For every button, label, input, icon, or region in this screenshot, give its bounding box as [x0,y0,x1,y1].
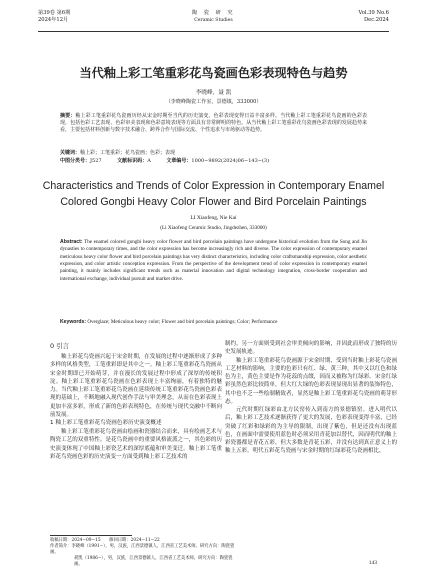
journal-name-zh: 陶 瓷 研 究 [191,10,236,16]
body-column-right [225,340,397,456]
header-journal [38,10,389,24]
body-paragraph: 釉上彩工笔重彩花鸟瓷画源于宋金时期，受到当时釉上彩花鸟瓷画工艺材料的影响，主要的色彩只有红、绿、黄三种，其中又以红色和绿色为主，黄色主要是作为花蕊的点缀，因而又被称为红绿彩。宋金红绿彩虽然色彩比较简单，但大红大绿的色彩表现显现出显著的装饰特色，其中也不乏一些绘制精致者，显然是釉上彩工笔重彩花鸟瓷画的萌芽形态。 [225,357,397,405]
affiliation-zh: （李晓峰陶瓷工作室，景德镇，333000） [165,99,262,105]
affiliation-en: (Li Xiaofeng Ceramic Studio, Jingdezhen, 333000) [160,225,267,231]
abstract-zh [60,113,367,135]
title-en-line-1: Characteristics and Trends of Color Expression in Contemporary Enamel [42,180,385,192]
clc-value: J527 [90,158,102,164]
clc-label: 中图分类号： [60,158,91,164]
clc-item [60,158,102,164]
abstract-en [60,239,367,283]
body-paragraph: 釉上彩工笔重彩花鸟瓷画由绘画和瓷器结合而来，具有绘画艺术与陶瓷工艺的双重特性。是花鸟瓷画中的重要风格流派之一，其色彩的历史演变体现了中国釉上彩瓷艺术的深厚底蕴和审美变迁。釉上彩工笔重彩花鸟瓷画色彩的历史演变一方面受到釉上彩工艺技术的 [50,429,222,460]
title-en-line-2: Colored Gongbi Heavy Color Flower and Bird Porcelain Paintings [60,196,367,208]
keywords-en [60,319,367,326]
authors-zh: 李晓峰，聂 凯 [195,90,232,96]
header-volume-en [359,10,389,24]
doc-code-value: A [147,158,151,164]
revised-date: 修回日期：2024−11−22 [109,538,160,543]
keywords-en-label: Keywords: [60,319,87,325]
article-title-en [28,178,399,210]
keywords-zh [60,150,367,157]
keywords-en-text: Overglaze; Meticulous heavy color; Flower and bird porcelain paintings; Color; Performance [86,319,278,325]
abstract-en-text: The enamel colored gongbi heavy color flower and bird porcelain paintings have undergone historical evolution from the Song and Jin dynasties to contemporary times, and the color expression has become increasingly rich and diverse. The color expression of contemporary enamel meticulous heavy color flower and bird porcelain paintings has very distinct characteristics, including color craftsmanship expression, color aesthetic expression, and color artistic conception expression. From the perspective of the development trend of color expression in contemporary enamel painting, it mainly includes significant trends such as material innovation and digital technology integration, cross-border cooperation and international exchange, individual pursuit and market drive. [60,239,367,282]
page-number: 143 [368,560,377,566]
keywords-zh-text: 釉上彩；工笔重彩；花鸟瓷画；色彩；表现 [80,150,176,156]
header-volume-issue: 第39卷 第6期 [38,10,71,16]
body-paragraph: 釉上彩花鸟瓷画兴起于宋金时期，在发展的过程中逐渐形成了多种多样的风格类型，工笔重彩即是其中之一。釉上彩工笔重彩花鸟瓷画从宋金时期即已开始萌芽，并在漫长的发展过程中形成了深厚的传统积淀。釉上彩工笔重彩花鸟瓷画在色彩表现上丰富绚丽，有着独特的魅力。当代釉上彩工笔重彩花鸟瓷画在延续传统工笔重彩花鸟瓷画色彩表现的基础上，不断地融入现代创作手法与审美理念，从而在色彩表现上更加丰富多彩，形成了新的色彩表现特色，在传统与现代交融中不断向前发展。 [50,354,222,418]
footnote-block [50,538,240,568]
header-date-zh: 2024年12月 [38,17,69,23]
keywords-zh-label: 关键词： [60,150,81,156]
classification-line [60,158,367,165]
received-date: 收稿日期：2024−09−15 [50,538,101,543]
abstract-zh-text: 釉上彩工笔重彩花鸟瓷画历经从宋金时期至当代的历史演变，色彩表现变得日益丰富多样。当代釉上彩工笔重彩花鸟瓷画的色彩表现，包括色彩工艺表现、色彩审美表现和色彩意境表现等方面具有非常鲜明的特色。从当代釉上彩工笔重彩花鸟瓷画色彩表现的发展趋势来看，主要包括材料创新与数字技术融合、跨界合作与国际交流、个性追求与市场驱动等趋势。 [60,113,367,134]
body-column-left [50,340,222,461]
article-no-value: 1000−9892(2024)06−143−(3) [191,158,270,164]
footnote-divider [50,535,132,536]
article-title-zh: 当代釉上彩工笔重彩花鸟瓷画色彩表现特色与趋势 [79,66,348,80]
doc-code-label: 文献标识码： [117,158,148,164]
doc-code-item [117,158,151,164]
abstract-en-label: Abstract: [60,239,83,245]
running-header [38,10,389,32]
journal-name-en: Ceramic Studies [194,18,233,23]
section-heading: 0 引言 [50,342,69,350]
author-bio-1: 作者简介：李晓峰（1991−），男，汉族，江西景德镇人，江西省工艺美术师。研究方向：陶瓷瓷画。 [50,543,235,555]
subsection-heading: 1 釉上彩工笔重彩花鸟瓷画色彩历史演变概述 [50,420,162,426]
article-no-label: 文章编号： [166,158,192,164]
article-no-item [166,158,269,164]
body-paragraph: 制约，另一方面则受到社会审美倾向的影响，并因此而形成了独特的历史发展轨迹。 [225,341,397,356]
author-bio-2: 聂凯（1986−），男，汉族，江西景德镇人，江西省工艺美术师。研究方向：陶瓷瓷画。 [74,555,233,567]
body-paragraph: 元代时期红绿彩由北方民窑传入到南方的景德镇窑。进入明代以后，釉上彩工艺技术逐渐获得了更大的发展，色彩表现变得丰富，已经突破了红彩和绿彩的为主导的限制，出现了紫色，但是还没有出现蓝色，在画面中需要使用蓝色时必须采用青花加以替代，因而明代的釉上彩瓷器都是青花五彩，但大多数是青花五彩，并没有达到真正意义上的釉上五彩。明代五彩花鸟瓷画与宋金时期的红绿彩花鸟瓷画相比， [225,407,397,455]
authors-en: LI Xiaofeng, Nie Kai [190,215,237,221]
header-vol-no-en: Vol.39 No.6 [358,10,389,16]
abstract-zh-label: 摘要： [60,113,76,119]
header-date-en: Dec.2024 [364,17,389,23]
